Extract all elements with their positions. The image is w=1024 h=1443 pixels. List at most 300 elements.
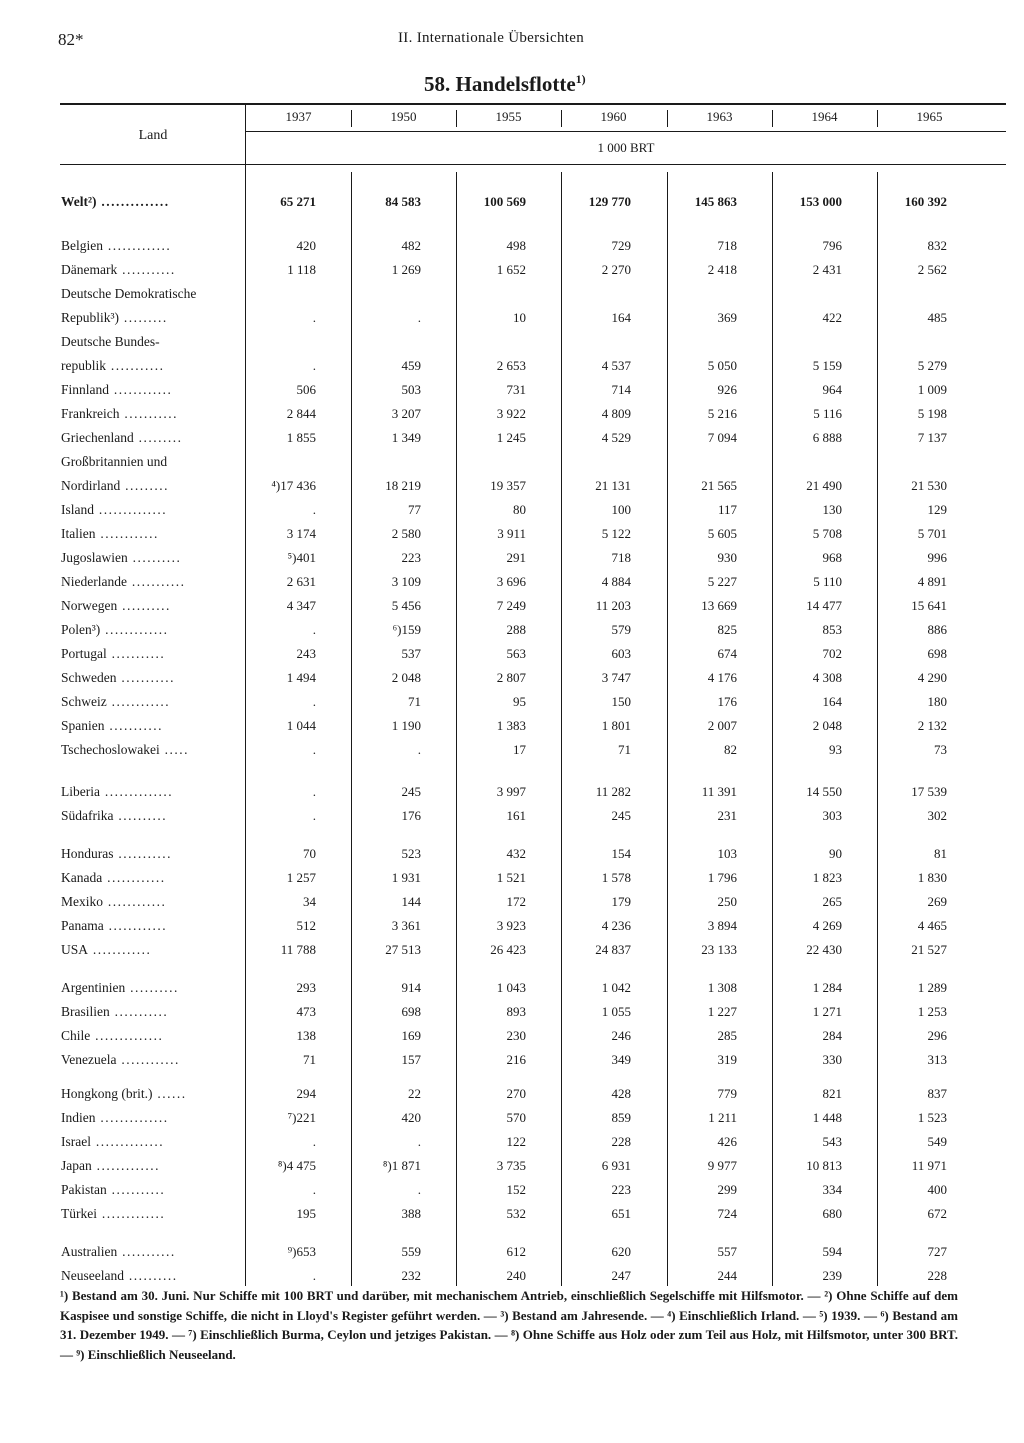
cell-1965: 837	[927, 1086, 947, 1101]
leader-dots: ............	[88, 942, 152, 957]
cell-1964: 1 271	[812, 1004, 842, 1019]
cell-1950: 3 207	[391, 406, 421, 421]
cell-1955: 270	[506, 1086, 526, 1101]
cell-1965: 160 392	[904, 194, 947, 209]
cell-1960: 718	[611, 550, 631, 565]
cell-1963: 5 050	[707, 358, 737, 373]
cell-1955: 161	[506, 808, 526, 823]
cell-1963: 5 216	[707, 406, 737, 421]
row-label-text: Türkei	[61, 1206, 97, 1221]
cell-1960: 349	[611, 1052, 631, 1067]
table-row	[0, 620, 1024, 642]
table-row	[0, 1026, 1024, 1048]
cell-1955: 26 423	[490, 942, 526, 957]
row-label	[61, 356, 239, 376]
table-row	[0, 452, 1024, 474]
cell-1950: 18 219	[385, 478, 421, 493]
cell-1950: 176	[401, 808, 421, 823]
row-label	[61, 500, 239, 520]
cell-1964: 90	[829, 846, 842, 861]
cell-1965: 7 137	[917, 430, 947, 445]
cell-1937: ⁷)221	[287, 1110, 316, 1125]
row-label	[61, 978, 239, 998]
cell-1965: 180	[927, 694, 947, 709]
cell-1963: 117	[717, 502, 737, 517]
cell-1965: 5 198	[917, 406, 947, 421]
cell-1963: 930	[717, 550, 737, 565]
cell-1937: 70	[303, 846, 316, 861]
cell-1955: 7 249	[496, 598, 526, 613]
row-label	[61, 524, 239, 544]
cell-1955: 532	[506, 1206, 526, 1221]
cell-1965: 81	[934, 846, 947, 861]
cell-1964: 153 000	[799, 194, 842, 209]
table-row	[0, 404, 1024, 426]
row-label	[61, 404, 239, 424]
cell-1955: 80	[513, 502, 526, 517]
cell-1960: 100	[611, 502, 631, 517]
table-row	[0, 1204, 1024, 1226]
cell-1937: 473	[296, 1004, 316, 1019]
cell-1960: 579	[611, 622, 631, 637]
cell-1950: 1 349	[391, 430, 421, 445]
cell-1965: 296	[927, 1028, 947, 1043]
cell-1955: 288	[506, 622, 526, 637]
row-label-text: Südafrika	[61, 808, 114, 823]
row-label	[61, 596, 239, 616]
row-label	[61, 1266, 239, 1286]
cell-1963: 2 007	[707, 718, 737, 733]
year-header-1937: 1937	[285, 109, 312, 124]
cell-1965: 1 253	[917, 1004, 947, 1019]
year-header-1965: 1965	[916, 109, 943, 124]
cell-1960: 714	[611, 382, 631, 397]
cell-1960: 428	[611, 1086, 631, 1101]
cell-1937: 1 855	[286, 430, 316, 445]
leader-dots: .............	[97, 1206, 166, 1221]
year-header-1964: 1964	[811, 109, 838, 124]
cell-1955: 100 569	[483, 194, 526, 209]
cell-1937: 1 257	[286, 870, 316, 885]
cell-1950: 537	[401, 646, 421, 661]
footnotes	[60, 1286, 958, 1364]
table-row	[0, 1242, 1024, 1264]
leader-dots: ............	[102, 870, 166, 885]
cell-1950: 388	[401, 1206, 421, 1221]
row-label	[61, 716, 239, 736]
cell-1963: 9 977	[707, 1158, 737, 1173]
cell-1960: 154	[611, 846, 631, 861]
leader-dots: .........	[119, 310, 168, 325]
cell-1955: 1 652	[496, 262, 526, 277]
cell-1964: 14 477	[806, 598, 842, 613]
cell-1950: 1 269	[391, 262, 421, 277]
row-label	[61, 892, 239, 912]
cell-1963: 5 605	[707, 526, 737, 541]
cell-1965: 549	[927, 1134, 947, 1149]
cell-1950: 3 109	[391, 574, 421, 589]
table-row	[0, 1050, 1024, 1072]
cell-1964: 964	[822, 382, 842, 397]
cell-1963: 103	[717, 846, 737, 861]
cell-1965: 11 971	[911, 1158, 947, 1173]
leader-dots: ..........	[125, 980, 179, 995]
unit-rule	[246, 131, 1006, 132]
cell-1964: 239	[822, 1268, 842, 1283]
cell-1937: 195	[296, 1206, 316, 1221]
cell-1965: 485	[927, 310, 947, 325]
table-row	[0, 844, 1024, 866]
row-label-text: Australien	[61, 1244, 118, 1259]
cell-1950: 420	[401, 1110, 421, 1125]
cell-1950: 1 190	[391, 718, 421, 733]
cell-1965: 4 290	[917, 670, 947, 685]
cell-1964: 796	[822, 238, 842, 253]
row-label-text: Großbritannien und	[61, 454, 168, 469]
cell-1937: .	[312, 502, 316, 517]
year-divider	[877, 110, 878, 127]
leader-dots: ............	[109, 382, 173, 397]
cell-1955: 1 245	[496, 430, 526, 445]
row-label	[61, 868, 239, 888]
table-row	[0, 978, 1024, 1000]
cell-1960: 3 747	[601, 670, 631, 685]
cell-1950: 1 931	[391, 870, 421, 885]
cell-1965: 228	[927, 1268, 947, 1283]
leader-dots: ............	[95, 526, 159, 541]
cell-1964: 4 269	[812, 918, 842, 933]
cell-1965: 832	[927, 238, 947, 253]
cell-1964: 1 448	[812, 1110, 842, 1125]
row-label	[61, 428, 239, 448]
cell-1955: 19 357	[490, 478, 526, 493]
row-label	[61, 844, 239, 864]
cell-1965: 4 891	[917, 574, 947, 589]
leader-dots: ...........	[116, 670, 175, 685]
row-label	[61, 740, 239, 760]
cell-1950: 5 456	[391, 598, 421, 613]
cell-1960: 129 770	[588, 194, 631, 209]
cell-1955: 152	[506, 1182, 526, 1197]
cell-1937: 11 788	[280, 942, 316, 957]
row-label-text: Israel	[61, 1134, 91, 1149]
row-label	[61, 1204, 239, 1224]
cell-1960: 150	[611, 694, 631, 709]
cell-1937: 420	[296, 238, 316, 253]
cell-1960: 223	[611, 1182, 631, 1197]
cell-1937: ⁵)401	[287, 550, 316, 565]
cell-1950: .	[417, 742, 421, 757]
cell-1955: 1 521	[496, 870, 526, 885]
cell-1964: 334	[822, 1182, 842, 1197]
cell-1964: 6 888	[812, 430, 842, 445]
cell-1960: 11 282	[595, 784, 631, 799]
cell-1950: .	[417, 1182, 421, 1197]
table-row	[0, 692, 1024, 714]
cell-1955: 563	[506, 646, 526, 661]
table-row	[0, 716, 1024, 738]
cell-1955: 3 735	[496, 1158, 526, 1173]
year-divider	[772, 110, 773, 127]
cell-1937: 294	[296, 1086, 316, 1101]
cell-1950: ⁸)1 871	[382, 1158, 421, 1173]
cell-1963: 7 094	[707, 430, 737, 445]
cell-1964: 5 708	[812, 526, 842, 541]
year-divider	[351, 110, 352, 127]
table-row	[0, 1266, 1024, 1288]
cell-1955: 570	[506, 1110, 526, 1125]
row-label	[61, 572, 239, 592]
row-label	[61, 260, 239, 280]
table-row	[0, 596, 1024, 618]
table-row	[0, 356, 1024, 378]
leader-dots: .............	[100, 622, 169, 637]
cell-1937: 4 347	[286, 598, 316, 613]
table-title-note: 1)	[575, 72, 586, 86]
cell-1964: 2 048	[812, 718, 842, 733]
cell-1965: 15 641	[911, 598, 947, 613]
cell-1964: 5 159	[812, 358, 842, 373]
cell-1960: 4 809	[601, 406, 631, 421]
cell-1960: 164	[611, 310, 631, 325]
cell-1937: ⁹)653	[287, 1244, 316, 1259]
cell-1937: 3 174	[286, 526, 316, 541]
cell-1960: 24 837	[595, 942, 631, 957]
cell-1960: 4 884	[601, 574, 631, 589]
leader-dots: ............	[116, 1052, 180, 1067]
leader-dots: ..............	[90, 1028, 164, 1043]
row-label	[61, 1050, 239, 1070]
running-head: II. Internationale Übersichten	[398, 30, 585, 46]
cell-1955: 95	[513, 694, 526, 709]
leader-dots: .........	[120, 478, 169, 493]
cell-1937: ⁴)17 436	[271, 478, 316, 493]
cell-1950: 482	[401, 238, 421, 253]
cell-1960: 246	[611, 1028, 631, 1043]
cell-1965: 400	[927, 1182, 947, 1197]
row-label	[61, 940, 239, 960]
row-label-text: Portugal	[61, 646, 107, 661]
leader-dots: ...........	[113, 846, 172, 861]
year-header-1955: 1955	[495, 109, 522, 124]
cell-1960: 245	[611, 808, 631, 823]
leader-dots: ...........	[106, 1182, 166, 1197]
table-row	[0, 740, 1024, 762]
cell-1964: 968	[822, 550, 842, 565]
cell-1963: 825	[717, 622, 737, 637]
cell-1960: 651	[611, 1206, 631, 1221]
cell-1963: 244	[717, 1268, 737, 1283]
table-row-total	[0, 192, 1024, 214]
cell-1964: 93	[829, 742, 842, 757]
cell-1937: .	[312, 784, 316, 799]
row-label-text: Kanada	[61, 870, 103, 885]
cell-1937: 65 271	[280, 194, 316, 209]
cell-1964: 2 431	[812, 262, 842, 277]
cell-1963: 231	[717, 808, 737, 823]
leader-dots: .....	[159, 742, 190, 757]
cell-1937: 2 631	[286, 574, 316, 589]
cell-1955: 1 043	[496, 980, 526, 995]
table-row	[0, 260, 1024, 282]
cell-1960: 21 131	[595, 478, 631, 493]
cell-1964: 422	[822, 310, 842, 325]
cell-1965: 2 132	[917, 718, 947, 733]
cell-1950: 503	[401, 382, 421, 397]
row-label	[61, 1002, 239, 1022]
table-row	[0, 916, 1024, 938]
cell-1937: .	[312, 622, 316, 637]
row-label-text: Dänemark	[61, 262, 118, 277]
cell-1937: ⁸)4 475	[277, 1158, 316, 1173]
cell-1964: 1 823	[812, 870, 842, 885]
cell-1950: 157	[401, 1052, 421, 1067]
row-label	[61, 668, 239, 688]
cell-1950: 3 361	[391, 918, 421, 933]
leader-dots: ...........	[104, 718, 163, 733]
leader-dots: ...........	[109, 1004, 169, 1019]
leader-dots: ..............	[90, 1134, 165, 1149]
leader-dots: ...........	[106, 358, 165, 373]
cell-1960: 71	[618, 742, 631, 757]
row-label-text: Belgien	[61, 238, 103, 253]
cell-1937: 71	[303, 1052, 316, 1067]
cell-1937: .	[312, 1134, 316, 1149]
leader-dots: .............	[91, 1158, 160, 1173]
cell-1937: .	[312, 310, 316, 325]
cell-1964: 330	[822, 1052, 842, 1067]
cell-1950: .	[417, 1134, 421, 1149]
row-label-text: Mexiko	[61, 894, 103, 909]
cell-1963: 299	[717, 1182, 737, 1197]
row-label	[61, 380, 239, 400]
cell-1937: 243	[296, 646, 316, 661]
row-label-text: Schweiz	[61, 694, 107, 709]
cell-1960: 729	[611, 238, 631, 253]
cell-1965: 1 289	[917, 980, 947, 995]
cell-1964: 22 430	[806, 942, 842, 957]
row-label-text: Norwegen	[61, 598, 118, 613]
cell-1937: 1 118	[287, 262, 316, 277]
cell-1955: 3 911	[497, 526, 526, 541]
cell-1950: 2 048	[391, 670, 421, 685]
land-header: Land	[138, 128, 168, 143]
leader-dots: ..............	[94, 502, 168, 517]
leader-dots: ...........	[117, 262, 176, 277]
row-label	[61, 644, 239, 664]
table-row	[0, 332, 1024, 354]
cell-1937: 1 494	[286, 670, 316, 685]
table-row	[0, 548, 1024, 570]
cell-1950: 22	[408, 1086, 421, 1101]
row-label-text: republik	[61, 358, 106, 373]
table-title	[424, 72, 586, 97]
cell-1950: ⁶)159	[392, 622, 421, 637]
cell-1964: 853	[822, 622, 842, 637]
cell-1963: 82	[724, 742, 737, 757]
cell-1960: 6 931	[601, 1158, 631, 1173]
cell-1964: 5 110	[813, 574, 842, 589]
table-row	[0, 380, 1024, 402]
table-row	[0, 524, 1024, 546]
cell-1937: 1 044	[286, 718, 316, 733]
row-label-text: Polen³)	[61, 622, 101, 637]
cell-1960: 11 203	[595, 598, 631, 613]
leader-dots: ..........	[117, 598, 171, 613]
header-bottom-rule	[60, 164, 1006, 165]
row-label	[61, 1156, 239, 1176]
cell-1963: 779	[717, 1086, 737, 1101]
cell-1963: 557	[717, 1244, 737, 1259]
row-label	[61, 548, 239, 568]
row-label-text: Honduras	[61, 846, 114, 861]
cell-1955: 172	[506, 894, 526, 909]
table-row	[0, 308, 1024, 330]
row-label-text: USA	[61, 942, 89, 957]
row-label-text: Spanien	[61, 718, 105, 733]
cell-1960: 179	[611, 894, 631, 909]
cell-1963: 285	[717, 1028, 737, 1043]
cell-1963: 23 133	[701, 942, 737, 957]
cell-1965: 17 539	[911, 784, 947, 799]
cell-1960: 247	[611, 1268, 631, 1283]
cell-1964: 543	[822, 1134, 842, 1149]
cell-1950: 223	[401, 550, 421, 565]
row-label-text: Finnland	[61, 382, 110, 397]
cell-1963: 1 227	[707, 1004, 737, 1019]
cell-1965: 5 701	[917, 526, 947, 541]
row-label-text: Republik³)	[61, 310, 120, 325]
cell-1963: 250	[717, 894, 737, 909]
footnotes-text: ¹) Bestand am 30. Juni. Nur Schiffe mit 100 BRT und darüber, mit mechanischem Antrieb, einschließlich Segelschiffe mit Hilfsmotor. — ²) Ohne Schiffe auf dem Kaspisee und sonstige Schiffe, die nicht in Lloyd's Register geführt werden. — ³) Bestand am Jahresende. — ⁴) Einschließlich Irland. — ⁵) 1939. — ⁶) Bestand am 31. Dezember 1949. — ⁷) Einschließlich Burma, Ceylon und jetziges Pakistan. — ⁸) Ohne Schiffe aus Holz oder zum Teil aus Holz, mit Hilfsmotor, unter 300 BRT. — ⁹) Einschließlich Neuseeland.	[60, 1288, 958, 1362]
row-label-text: Schweden	[61, 670, 117, 685]
row-label-text: Welt²)	[61, 194, 97, 209]
cell-1955: 240	[506, 1268, 526, 1283]
cell-1965: 73	[934, 742, 947, 757]
cell-1950: 245	[401, 784, 421, 799]
table-row	[0, 500, 1024, 522]
cell-1965: 1 009	[917, 382, 947, 397]
cell-1960: 1 042	[601, 980, 631, 995]
cell-1950: 27 513	[385, 942, 421, 957]
cell-1964: 284	[822, 1028, 842, 1043]
cell-1955: 432	[506, 846, 526, 861]
table-row	[0, 806, 1024, 828]
row-label	[61, 1026, 239, 1046]
leader-dots: ............	[106, 694, 171, 709]
row-label-text: Panama	[61, 918, 104, 933]
cell-1937: 2 844	[286, 406, 316, 421]
cell-1964: 4 308	[812, 670, 842, 685]
table-row	[0, 940, 1024, 962]
cell-1965: 21 527	[911, 942, 947, 957]
table-row	[0, 1084, 1024, 1106]
cell-1963: 724	[717, 1206, 737, 1221]
cell-1960: 859	[611, 1110, 631, 1125]
cell-1937: 34	[303, 894, 316, 909]
table-row	[0, 892, 1024, 914]
cell-1937: 293	[296, 980, 316, 995]
row-label	[61, 1132, 239, 1152]
leader-dots: ............	[103, 894, 167, 909]
table-row	[0, 572, 1024, 594]
cell-1964: 130	[822, 502, 842, 517]
cell-1964: 265	[822, 894, 842, 909]
cell-1937: .	[312, 1182, 316, 1197]
cell-1950: 559	[401, 1244, 421, 1259]
cell-1950: 71	[408, 694, 421, 709]
leader-dots: ...........	[117, 1244, 176, 1259]
